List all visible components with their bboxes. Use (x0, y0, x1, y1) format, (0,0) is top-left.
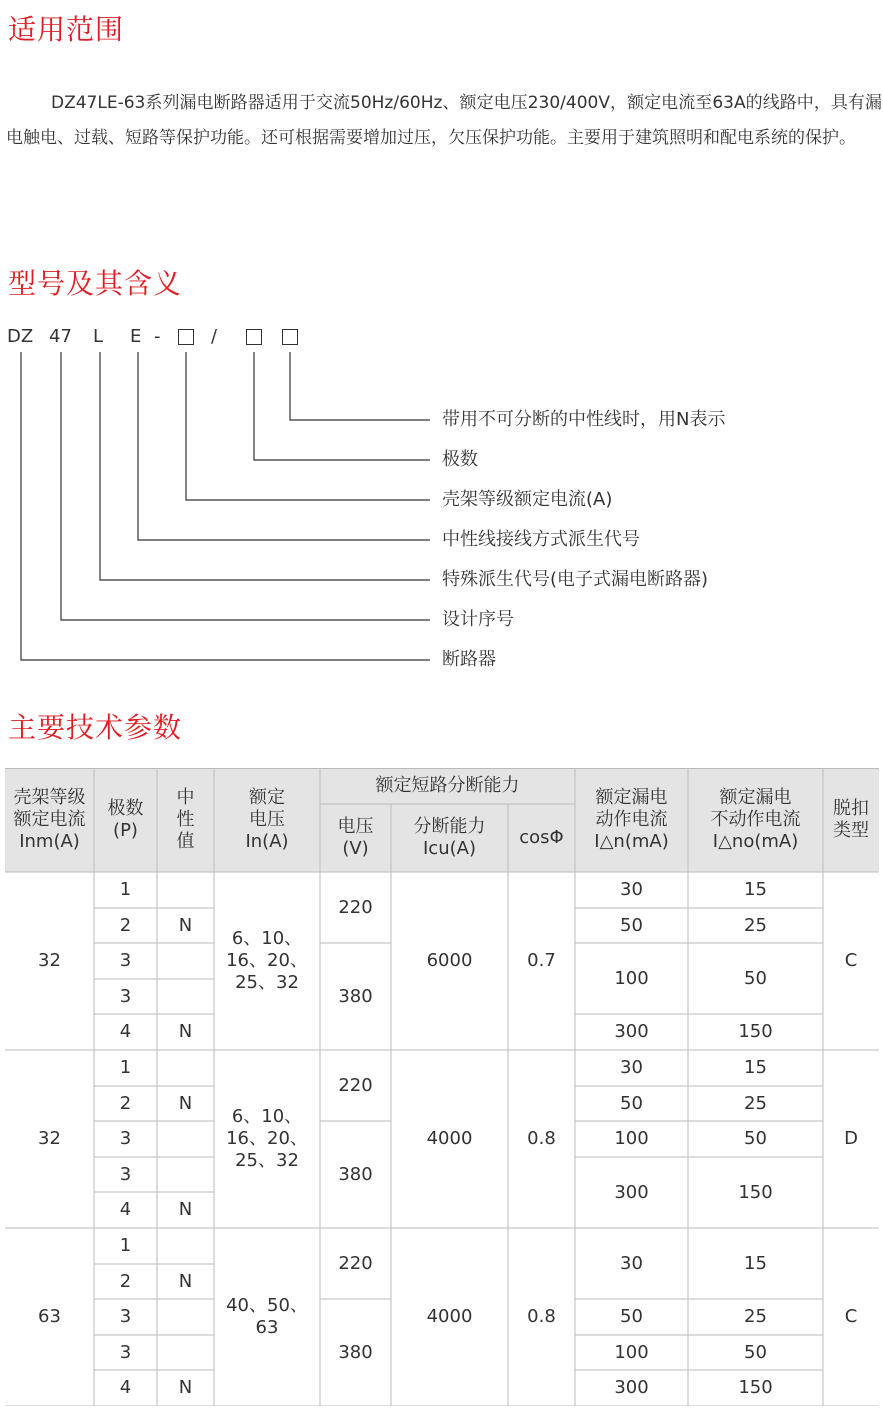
cell-neutral (157, 943, 214, 979)
header-poles: 极数 (P) (107, 798, 144, 841)
section-title-model: 型号及其含义 (8, 267, 183, 300)
cell-cos-phi: 0.8 (527, 1306, 556, 1327)
legend-frame-current: 壳架等级额定电流(A) (442, 489, 613, 510)
cell-poles: 3 (119, 1306, 132, 1327)
header-frame-current: 壳架等级 额定电流 Inm(A) (13, 787, 86, 852)
cell-neutral: N (178, 1092, 193, 1114)
cell-leak-nonoperating: 25 (744, 914, 767, 936)
cell-poles: 4 (119, 1199, 132, 1220)
cell-leak-nonoperating: 25 (744, 1092, 767, 1114)
scope-paragraph: DZ47LE-63系列漏电断路器适用于交流50Hz/60Hz、额定电压230/400V，额定电流至63A的线路中，具有漏电触电、过载、短路等保护功能。还可根据需要增加过压，欠压保护功能。主要用于建筑照明和配电系统的保护。 (6, 93, 882, 148)
header-neutral: 中 性 值 (176, 787, 195, 852)
cell-neutral: N (178, 1199, 193, 1220)
cell-leak-operating: 50 (620, 1092, 643, 1114)
cell-neutral: N (178, 1021, 193, 1042)
legend-neutral: 带用不可分断的中性线时，用N表示 (442, 409, 726, 430)
model-code-slash: / (211, 326, 218, 347)
legend-neutral-wiring: 中性线接线方式派生代号 (442, 529, 640, 550)
cell-rated-current: 6、10、 16、20、 25、32 (226, 1106, 308, 1171)
cell-leak-nonoperating: 50 (744, 967, 767, 989)
legend-breaker: 断路器 (442, 649, 496, 670)
model-code-leader-lines (0, 0, 883, 700)
cell-leak-operating: 300 (614, 1021, 649, 1042)
cell-leak-nonoperating: 150 (738, 1377, 773, 1398)
cell-voltage-380: 380 (338, 1163, 373, 1185)
cell-poles: 4 (119, 1377, 132, 1398)
cell-leak-operating: 100 (614, 1341, 649, 1363)
cell-neutral (157, 1050, 214, 1086)
cell-poles: 3 (119, 1163, 132, 1185)
cell-neutral: N (178, 1377, 193, 1398)
header-trip-type: 脱扣 类型 (833, 798, 869, 841)
cell-neutral (157, 1228, 214, 1264)
header-breaking-capacity: 额定短路分断能力 (375, 775, 520, 796)
section-title-params: 主要技术参数 (8, 711, 183, 744)
cell-icu: 4000 (426, 1306, 473, 1327)
cell-poles: 3 (119, 950, 132, 971)
header-leak-operating: 额定漏电 动作电流 I△n(mA) (594, 787, 669, 852)
cell-leak-nonoperating: 15 (744, 1252, 767, 1274)
cell-neutral (157, 1299, 214, 1335)
cell-poles: 4 (119, 1021, 132, 1042)
header-rated-current: 额定 电压 In(A) (245, 787, 289, 852)
model-code-dz: DZ (7, 326, 34, 347)
legend-design-number: 设计序号 (442, 609, 514, 630)
header-cos-phi: cosΦ (519, 827, 564, 848)
cell-voltage-220: 220 (338, 896, 373, 918)
cell-leak-nonoperating: 50 (744, 1341, 767, 1363)
model-code-e: E (130, 326, 142, 347)
cell-leak-operating: 100 (614, 1128, 649, 1149)
cell-trip-type: C (844, 1306, 858, 1327)
model-code-47: 47 (49, 326, 72, 347)
cell-leak-operating: 50 (620, 1306, 643, 1327)
cell-voltage-220: 220 (338, 1074, 373, 1096)
cell-voltage-220: 220 (338, 1252, 373, 1274)
cell-cos-phi: 0.8 (527, 1128, 556, 1149)
section-title-scope: 适用范围 (8, 13, 125, 46)
cell-poles: 3 (119, 1341, 132, 1363)
cell-trip-type: D (844, 1128, 858, 1149)
cell-neutral (157, 872, 214, 908)
cell-leak-nonoperating: 150 (738, 1021, 773, 1042)
cell-neutral: N (178, 914, 193, 936)
cell-icu: 4000 (426, 1128, 473, 1149)
cell-trip-type: C (844, 950, 858, 971)
legend-poles: 极数 (442, 449, 478, 470)
cell-poles: 1 (119, 879, 132, 900)
cell-poles: 3 (119, 1128, 132, 1149)
cell-leak-nonoperating: 50 (744, 1128, 767, 1149)
header-icu: 分断能力 Icu(A) (413, 816, 486, 859)
cell-leak-operating: 50 (620, 914, 643, 936)
cell-poles: 1 (119, 1057, 132, 1078)
params-table (5, 768, 879, 1406)
cell-neutral (157, 979, 214, 1014)
cell-frame-current: 32 (38, 950, 61, 971)
cell-voltage-380: 380 (338, 985, 373, 1007)
cell-leak-nonoperating: 25 (744, 1306, 767, 1327)
header-leak-nonoperating: 额定漏电 不动作电流 I△no(mA) (710, 787, 801, 852)
cell-poles: 3 (119, 985, 132, 1007)
cell-poles: 2 (119, 1092, 132, 1114)
legend-special-derivative: 特殊派生代号(电子式漏电断路器) (442, 569, 709, 590)
cell-poles: 1 (119, 1235, 132, 1256)
cell-neutral: N (178, 1270, 193, 1292)
cell-frame-current: 32 (38, 1128, 61, 1149)
cell-leak-operating: 100 (614, 967, 649, 989)
cell-rated-current: 6、10、 16、20、 25、32 (226, 928, 308, 993)
cell-neutral (157, 1121, 214, 1157)
cell-neutral (157, 1335, 214, 1370)
cell-rated-current: 40、50、 63 (226, 1295, 308, 1338)
cell-poles: 2 (119, 914, 132, 936)
model-code-dash: - (154, 326, 161, 347)
cell-icu: 6000 (426, 950, 473, 971)
header-voltage: 电压 (V) (337, 816, 374, 859)
cell-voltage-380: 380 (338, 1341, 373, 1363)
cell-leak-operating: 30 (620, 1252, 643, 1274)
cell-poles: 2 (119, 1270, 132, 1292)
cell-leak-nonoperating: 150 (738, 1181, 773, 1203)
cell-leak-nonoperating: 15 (744, 879, 767, 900)
cell-leak-nonoperating: 15 (744, 1057, 767, 1078)
model-code-l: L (93, 326, 104, 347)
cell-neutral (157, 1157, 214, 1192)
cell-leak-operating: 300 (614, 1377, 649, 1398)
cell-leak-operating: 30 (620, 1057, 643, 1078)
cell-frame-current: 63 (38, 1306, 61, 1327)
cell-leak-operating: 300 (614, 1181, 649, 1203)
cell-cos-phi: 0.7 (527, 950, 556, 971)
cell-leak-operating: 30 (620, 879, 643, 900)
